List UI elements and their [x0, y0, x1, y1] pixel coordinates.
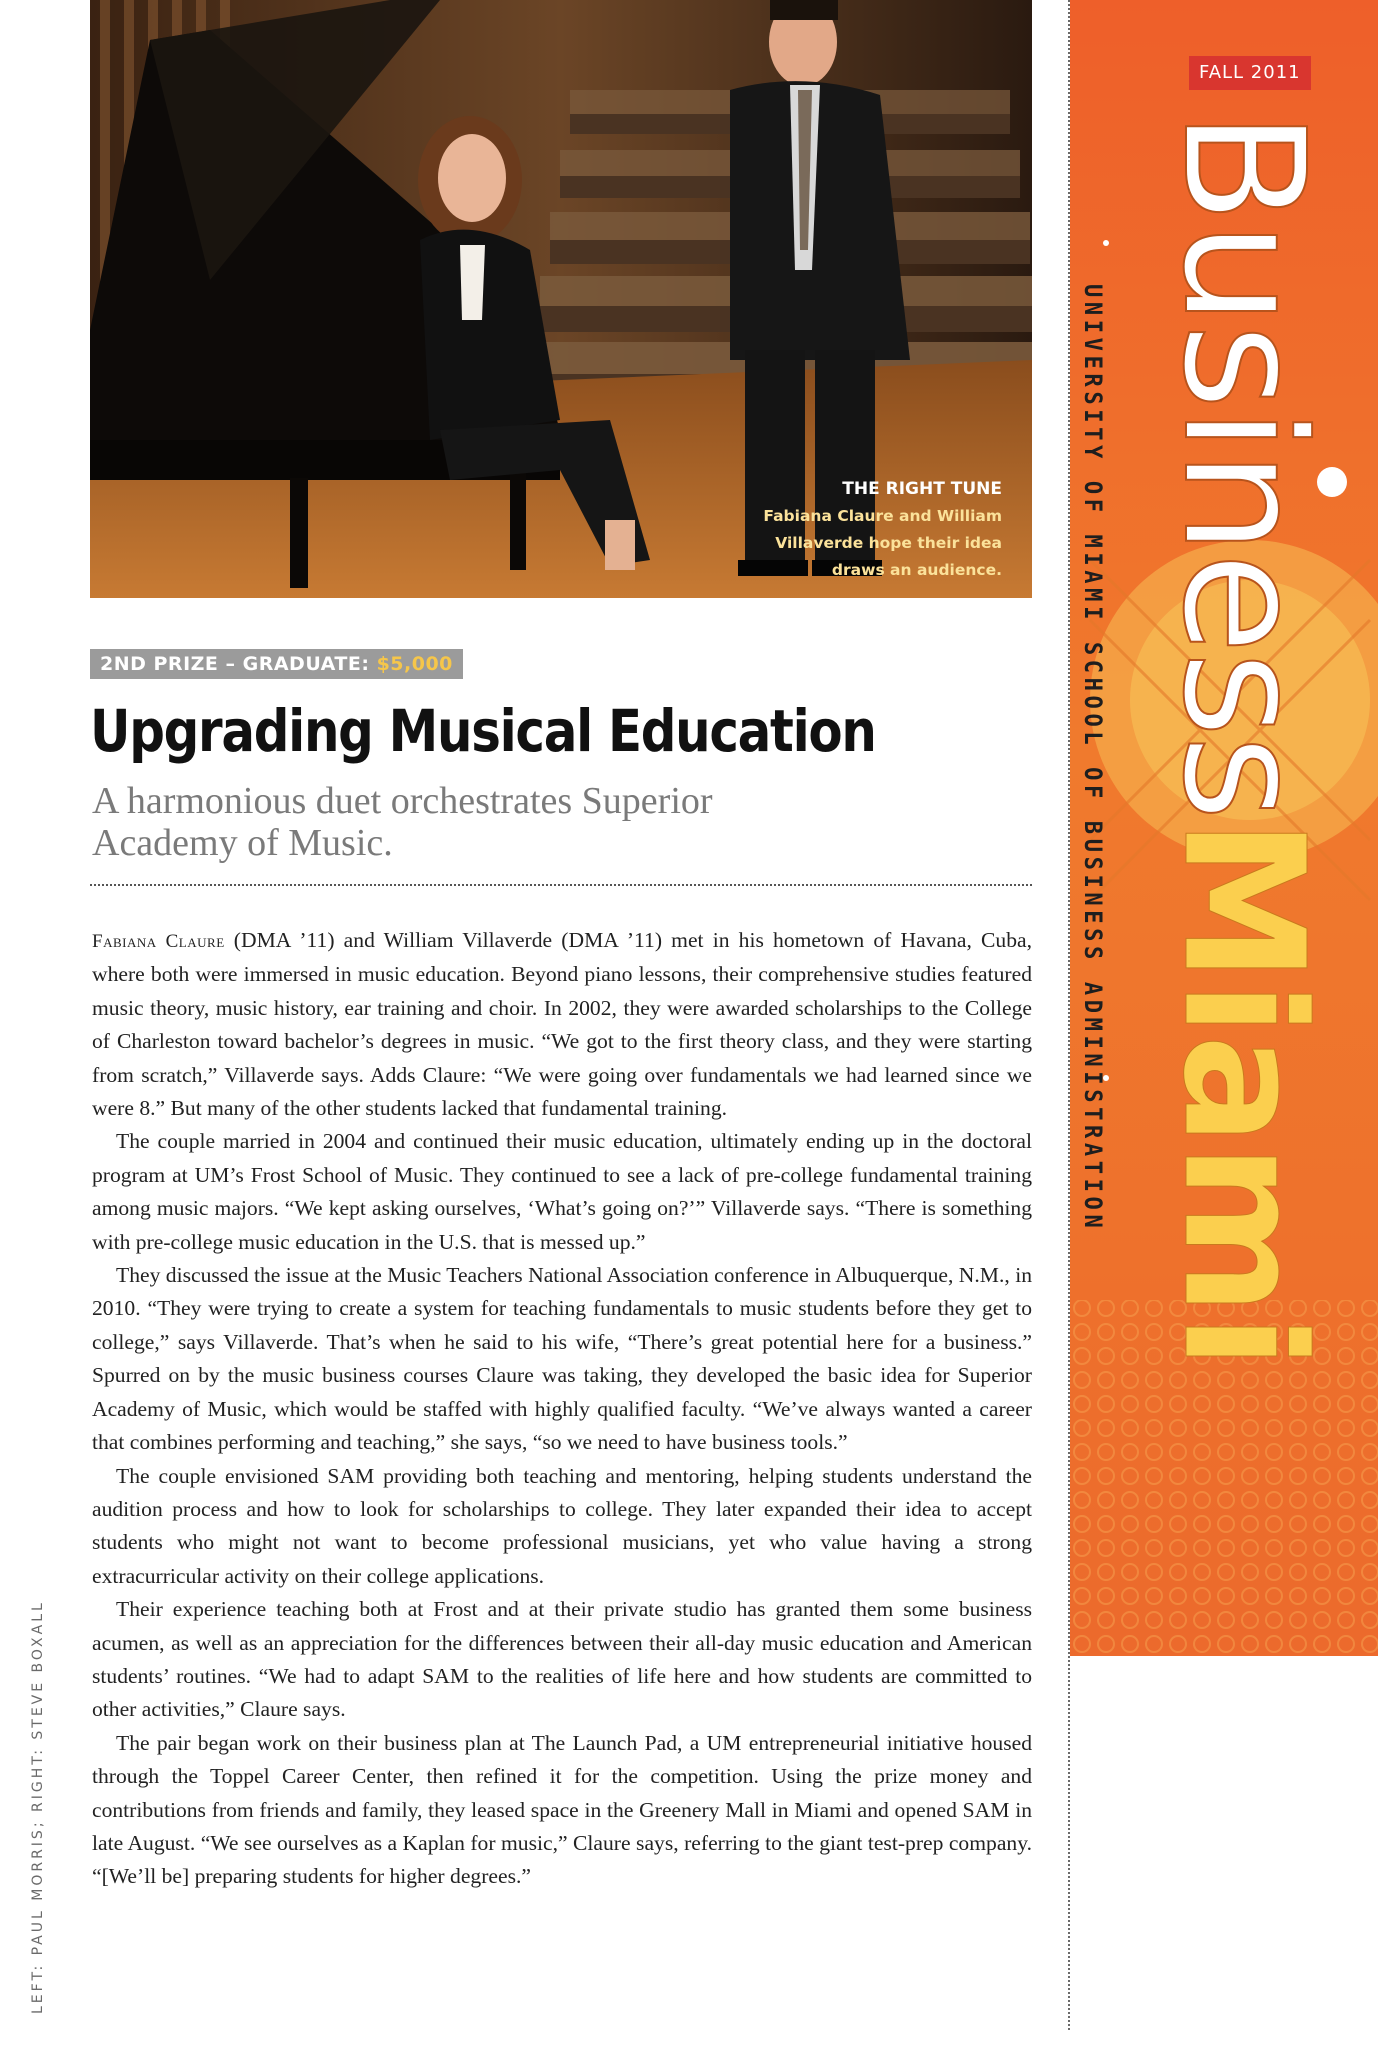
article-paragraph: Fabiana Claure (DMA ’11) and William Villaverde (DMA ’11) met in his hometown of Havana, Cuba, where both were immersed in music education. Beyond piano lessons, their comprehensive studies featured music theory, music history, ear training and choir. In 2002, they were awarded scholarships to the College of Charleston toward bachelor’s degrees in music. “We got to the first theory class, and they were starting from scratch,” Villaverde says. Adds Claure: “We were going over fundamentals we had learned since we were 8.” But many of the other students lacked that fundamental training.	[92, 928, 1032, 1121]
prize-label	[90, 649, 463, 679]
article-headline: Upgrading Musical Education	[90, 697, 876, 765]
caption-title: THE RIGHT TUNE	[842, 479, 1002, 499]
article-paragraph: They discussed the issue at the Music Teachers National Association conference in Albuquerque, N.M., in 2010. “They were trying to create a system for teaching fundamentals to music students before they get to college,” says Villaverde. That’s when he said to his wife, “There’s great potential here for a business.” Spurred on by the music business courses Claure was taking, they developed the basic idea for Superior Academy of Music, which would be staffed with highly qualified faculty. “We’ve always wanted a career that combines performing and teaching,” she says, “so we need to have business tools.”	[92, 1263, 1032, 1455]
feature-photo	[90, 0, 1032, 598]
issue-badge: FALL 2011	[1189, 56, 1311, 90]
article-body	[92, 924, 1032, 1894]
prize-category: 2ND PRIZE – GRADUATE:	[100, 653, 370, 675]
article-paragraph: The couple married in 2004 and continued their music education, ultimately ending up in the doctoral program at UM’s Frost School of Music. They continued to see a lack of pre-college fundamental training among music majors. “We kept asking ourselves, ‘What’s going on?’” Villaverde says. “There is something with pre-college music education in the U.S. that is messed up.”	[92, 1129, 1032, 1254]
photo-caption	[742, 476, 1002, 584]
school-name: UNIVERSITY OF MIAMI SCHOOL OF BUSINESS ADMINISTRATION	[1079, 284, 1107, 1233]
article-paragraph: The couple envisioned SAM providing both teaching and mentoring, helping students understand the audition process and how to look for scholarships to college. They later expanded their idea to accept students who might not want to become professional musicians, yet who value having a strong extracurricular activity on their college applications.	[92, 1463, 1032, 1588]
title-miami: Miami	[1146, 818, 1339, 1367]
photo-credit: LEFT: PAUL MORRIS; RIGHT: STEVE BOXALL	[30, 1600, 46, 2014]
caption-text: Fabiana Claure and William Villaverde hope their idea draws an audience.	[763, 507, 1002, 579]
lead-name: Fabiana Claure	[92, 931, 225, 952]
article-deck: A harmonious duet orchestrates Superior Academy of Music.	[92, 780, 713, 864]
dotted-divider	[90, 884, 1032, 886]
magazine-title	[1146, 110, 1339, 1367]
article-paragraph: The pair began work on their business plan at The Launch Pad, a UM entrepreneurial initiative housed through the Toppel Career Center, then refined it for the competition. Using the prize money and contributions from friends and family, they leased space in the Greenery Mall in Miami and opened SAM in late August. “We see ourselves as a Kaplan for music,” Claure says, referring to the giant test-prep company. “[We’ll be] preparing students for higher degrees.”	[92, 1730, 1032, 1889]
prize-amount: $5,000	[376, 653, 453, 675]
article-paragraph: Their experience teaching both at Frost and at their private studio has granted them some business acumen, as well as an appreciation for the differences between their all-day music education and American students’ routines. “We had to adapt SAM to the realities of life here and how students are committed to other activities,” Claure says.	[92, 1597, 1032, 1722]
title-business: Business	[1146, 110, 1339, 819]
